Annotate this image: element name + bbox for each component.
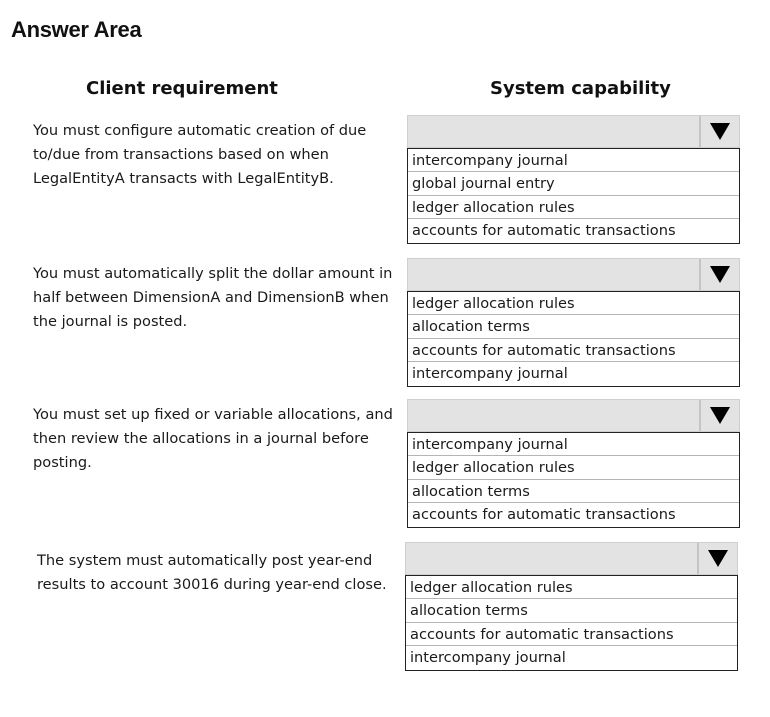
page-title: Answer Area <box>11 17 142 42</box>
dropdown-option[interactable]: global journal entry <box>408 172 739 195</box>
dropdown-option[interactable]: allocation terms <box>408 480 739 503</box>
triangle-down-icon <box>710 123 730 140</box>
capability-dropdown-1[interactable] <box>407 115 740 244</box>
dropdown-option[interactable]: ledger allocation rules <box>408 292 739 315</box>
dropdown-toggle-button[interactable] <box>699 259 739 290</box>
dropdown-option[interactable]: intercompany journal <box>410 649 566 667</box>
dropdown-select-box[interactable] <box>405 542 738 575</box>
dropdown-option[interactable]: allocation terms <box>408 315 739 338</box>
triangle-down-icon <box>710 407 730 424</box>
dropdown-options-list <box>407 148 740 244</box>
dropdown-select-box[interactable] <box>407 115 740 148</box>
dropdown-toggle-button[interactable] <box>699 400 739 431</box>
requirement-text-4: The system must automatically post year-end results to account 30016 during year-end close. <box>37 552 387 593</box>
requirement-text-2: You must automatically split the dollar amount in half between DimensionA and DimensionB when the journal is posted. <box>33 265 393 330</box>
column-header-system-capability: System capability <box>490 78 671 99</box>
dropdown-toggle-button[interactable] <box>699 116 739 147</box>
capability-dropdown-3[interactable] <box>407 399 740 528</box>
dropdown-select-box[interactable] <box>407 399 740 432</box>
requirement-text-1: You must configure automatic creation of due to/due from transactions based on when LegalEntityA transacts with LegalEntityB. <box>33 122 367 187</box>
column-header-client-requirement: Client requirement <box>86 78 278 99</box>
dropdown-option[interactable]: ledger allocation rules <box>408 196 739 219</box>
capability-dropdown-4[interactable] <box>405 542 738 671</box>
requirement-text-3: You must set up fixed or variable allocations, and then review the allocations in a journal before posting. <box>33 406 393 471</box>
dropdown-options-list <box>405 575 738 671</box>
dropdown-option[interactable]: accounts for automatic transactions <box>412 222 676 240</box>
dropdown-toggle-button[interactable] <box>697 543 737 574</box>
dropdown-option[interactable]: intercompany journal <box>412 365 568 383</box>
triangle-down-icon <box>708 550 728 567</box>
dropdown-options-list <box>407 432 740 528</box>
dropdown-option[interactable]: ledger allocation rules <box>406 576 737 599</box>
dropdown-option[interactable]: allocation terms <box>406 599 737 622</box>
dropdown-option[interactable]: intercompany journal <box>408 433 739 456</box>
dropdown-option[interactable]: accounts for automatic transactions <box>412 506 676 524</box>
dropdown-select-box[interactable] <box>407 258 740 291</box>
dropdown-option[interactable]: ledger allocation rules <box>408 456 739 479</box>
dropdown-option[interactable]: intercompany journal <box>408 149 739 172</box>
capability-dropdown-2[interactable] <box>407 258 740 387</box>
dropdown-options-list <box>407 291 740 387</box>
dropdown-option[interactable]: accounts for automatic transactions <box>408 339 739 362</box>
triangle-down-icon <box>710 266 730 283</box>
dropdown-option[interactable]: accounts for automatic transactions <box>406 623 737 646</box>
